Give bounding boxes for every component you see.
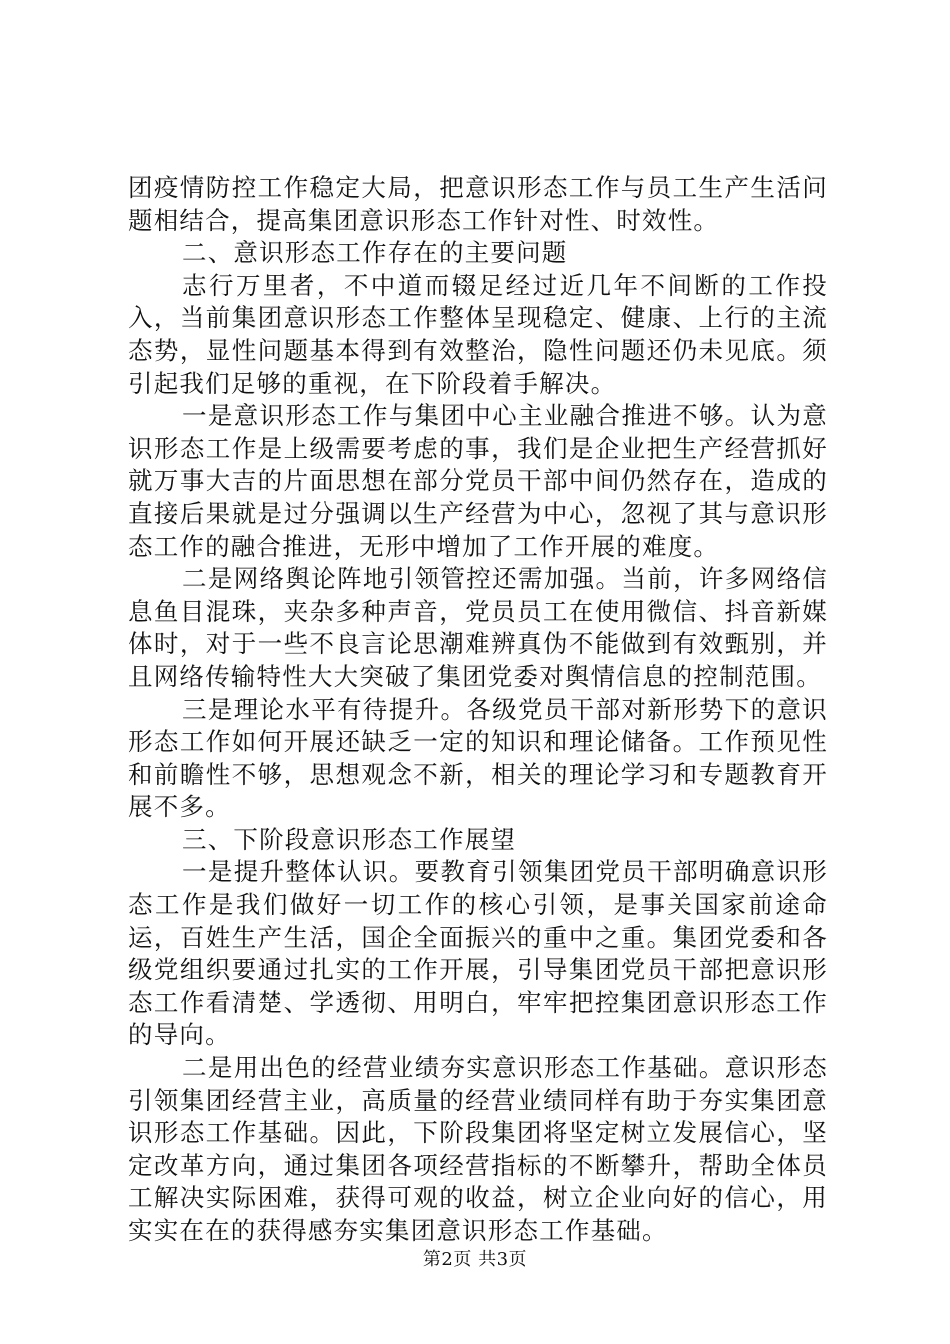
paragraph-problem-one: 一是意识形态工作与集团中心主业融合推进不够。认为意识形态工作是上级需要考虑的事，我们是企业把生产经营抓好就万事大吉的片面思想在部分党员干部中间仍然存在，造成的直接后果就是过分强调以生产经营为中心，忽视了其与意识形态工作的融合推进，无形中增加了工作开展的难度。 [128,401,828,561]
document-body [128,172,828,1248]
page-number-footer: 第2页 共3页 [422,1249,528,1270]
paragraph-problem-two: 二是网络舆论阵地引领管控还需加强。当前，许多网络信息鱼目混珠，夹杂多种声音，党员员工在使用微信、抖音新媒体时，对于一些不良言论思潮难辨真伪不能做到有效甄别，并且网络传输特性大大突破了集团党委对舆情信息的控制范围。 [128,564,828,691]
section-heading-outlook: 三、下阶段意识形态工作展望 [182,824,517,854]
section-heading-main-problems: 二、意识形态工作存在的主要问题 [182,238,568,268]
paragraph-problem-three: 三是理论水平有待提升。各级党员干部对新形势下的意识形态工作如何开展还缺乏一定的知识和理论储备。工作预见性和前瞻性不够，思想观念不新，相关的理论学习和专题教育开展不多。 [128,694,828,822]
paragraph-overview: 志行万里者，不中道而辍足经过近几年不间断的工作投入，当前集团意识形态工作整体呈现稳定、健康、上行的主流态势，显性问题基本得到有效整治，隐性问题还仍未见底。须引起我们足够的重视，在下阶段着手解决。 [128,270,828,398]
paragraph-outlook-two: 二是用出色的经营业绩夯实意识形态工作基础。意识形态引领集团经营主业，高质量的经营业绩同样有助于夯实集团意识形态工作基础。因此，下阶段集团将坚定树立发展信心，坚定改革方向，通过集团各项经营指标的不断攀升，帮助全体员工解决实际困难，获得可观的收益，树立企业向好的信心，用实实在在的获得感夯实集团意识形态工作基础。 [128,1053,828,1245]
paragraph-continuation: 团疫情防控工作稳定大局，把意识形态工作与员工生产生活问题相结合，提高集团意识形态工作针对性、时效性。 [128,173,828,235]
paragraph-outlook-one: 一是提升整体认识。要教育引领集团党员干部明确意识形态工作是我们做好一切工作的核心引领，是事关国家前途命运，百姓生产生活，国企全面振兴的重中之重。集团党委和各级党组织要通过扎实的工作开展，引导集团党员干部把意识形态工作看清楚、学透彻、用明白，牢牢把控集团意识形态工作的导向。 [128,857,828,1050]
